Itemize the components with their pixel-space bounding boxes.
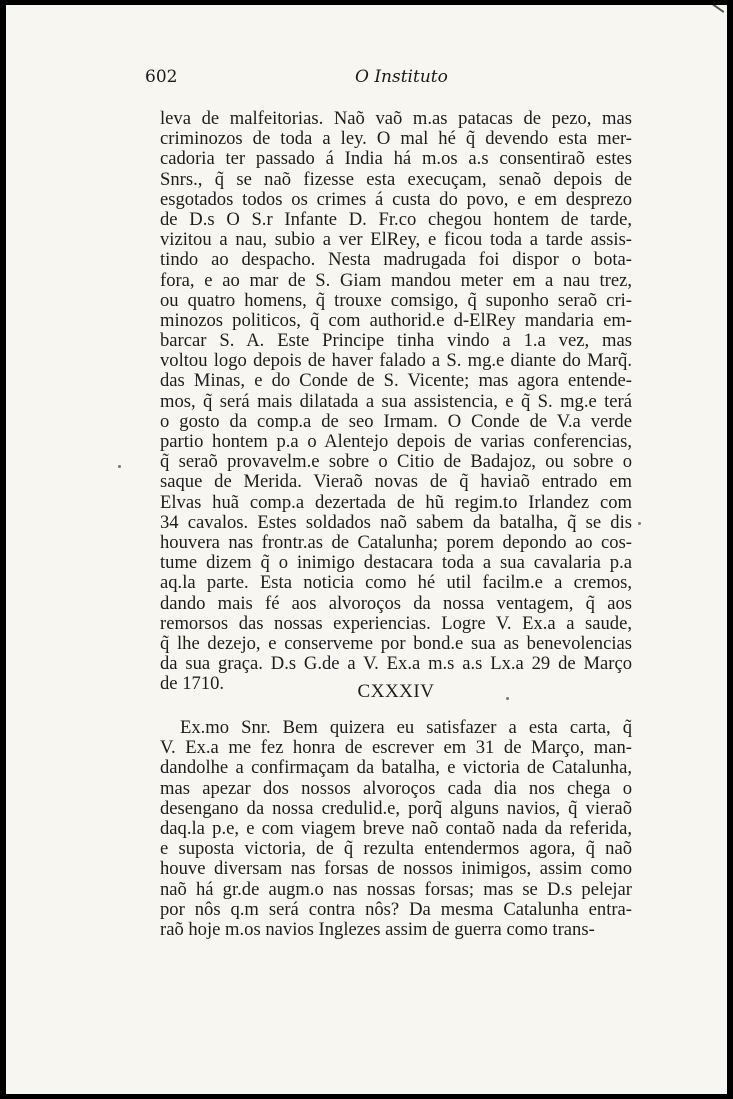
text-line: leva de malfeitorias. Naõ vaõ m.as patacas de pezo, mas [160,108,632,129]
text-line: criminozos de toda a ley. O mal hé q̃ devendo esta mer- [160,128,632,150]
text-line: de 1710. [160,673,225,695]
text-line: Ex.mo Snr. Bem quizera eu satisfazer a esta carta, q̃ [180,717,632,738]
text-line: partio hontem p.a o Alentejo depois de varias conferencias, [160,431,632,452]
text-line: naõ há gr.de augm.o nas nossas forsas; mas se D.s pelejar [160,878,632,900]
text-line: Elvas huã comp.a dezertada de hũ regim.to Irlandez com [160,491,632,513]
text-line: ou quatro homens, q̃ trouxe comsigo, q̃ suponho seraõ cri- [160,289,632,311]
text-line: mos, q̃ será mais dilatada a sua assistencia, e q̃ S. mg.e terá [160,390,632,412]
text-line: saque de Merida. Vieraõ novas de q̃ haviaõ entrado em [160,471,632,493]
text-line: V. Ex.a me fez honra de escrever em 31 de Março, man- [160,737,632,759]
text-line: vizitou a nau, subio a ver ElRey, e ficou toda a tarde assis- [160,229,632,251]
text-line: houvera nas frontr.as de Catalunha; porem depondo ao cos- [160,531,632,553]
text-line: de D.s O S.r Infante D. Fr.co chegou hontem de tarde, [160,208,632,230]
text-line: dandolhe a confirmaçam da batalha, e victoria de Catalunha, [160,757,632,779]
paper-speck [638,522,641,525]
page-number: 602 [145,67,178,87]
text-line: desengano da nossa credulid.e, porq̃ alguns navios, q̃ vieraõ [160,797,632,819]
text-line: q̃ lhe dezejo, e conserveme por bond.e sua as benevolencias [160,632,632,654]
letter-cxxxiii-ending [160,109,632,694]
text-line: o gosto da comp.a de seo Irmam. O Conde de V.a verde [160,410,632,432]
text-line: por nôs q.m será contra nôs? Da mesma Catalunha entra- [160,898,632,920]
text-line: raõ hoje m.os navios Inglezes assim de guerra como trans- [160,918,595,940]
text-line: mas apezar dos nossos alvoroços cada dia nos chega o [160,777,632,799]
section-heading: CXXXIV [357,681,435,702]
book-page [6,5,727,1094]
paper-speck [506,697,509,700]
text-line: 34 cavalos. Estes soldados naõ sabem da batalha, q̃ se dis [160,511,632,533]
text-line: tindo ao despacho. Nesta madrugada foi dispor o bota- [160,249,632,271]
text-line: voltou logo depois de haver falado a S. mg.e diante do Marq̃. [160,350,632,372]
page-corner-mark [712,5,725,13]
text-line: remorsos das nossas experiencias. Logre V. Ex.a a saude, [160,612,632,634]
text-line: tume dizem q̃ o inimigo destacara toda a sua cavalaria p.a [160,552,632,574]
text-line: fora, e ao mar de S. Giam mandou meter em a nau trez, [160,269,632,291]
text-line: aq.la parte. Esta noticia como hé util facilm.e a cremos, [160,572,632,594]
text-line: barcar S. A. Este Principe tinha vindo a 1.a vez, mas [160,330,632,352]
text-line: houve diversam nas forsas de nossos inimigos, assim como [160,858,632,880]
text-line: das Minas, e do Conde de S. Vicente; mas agora entende- [160,370,632,392]
text-line: minozos politicos, q̃ com authorid.e d-ElRey mandaria em- [160,309,632,331]
text-line: e suposta victoria, de q̃ rezulta entendermos agora, q̃ naõ [160,838,632,860]
running-title: O Instituto [355,67,448,87]
text-line: cadoria ter passado á India há m.os a.s consentiraõ estes [160,148,632,170]
letter-cxxxiv-body [160,718,632,940]
text-line: esgotados todos os crimes á custa do povo, e em desprezo [160,188,632,210]
text-line: dando mais fé aos alvoroços da nossa ventagem, q̃ aos [160,592,632,614]
text-line: daq.la p.e, e com viagem breve naõ contaõ nada da referida, [160,817,632,839]
paper-speck [118,465,121,468]
text-line: q̃ seraõ provavelm.e sobre o Citio de Badajoz, ou sobre o [160,451,632,473]
page-header [145,67,631,91]
text-line: Snrs., q̃ se naõ fizesse esta execuçam, senaõ depois de [160,168,632,190]
text-line: da sua graça. D.s G.de a V. Ex.a m.s a.s Lx.a 29 de Março [160,653,632,675]
